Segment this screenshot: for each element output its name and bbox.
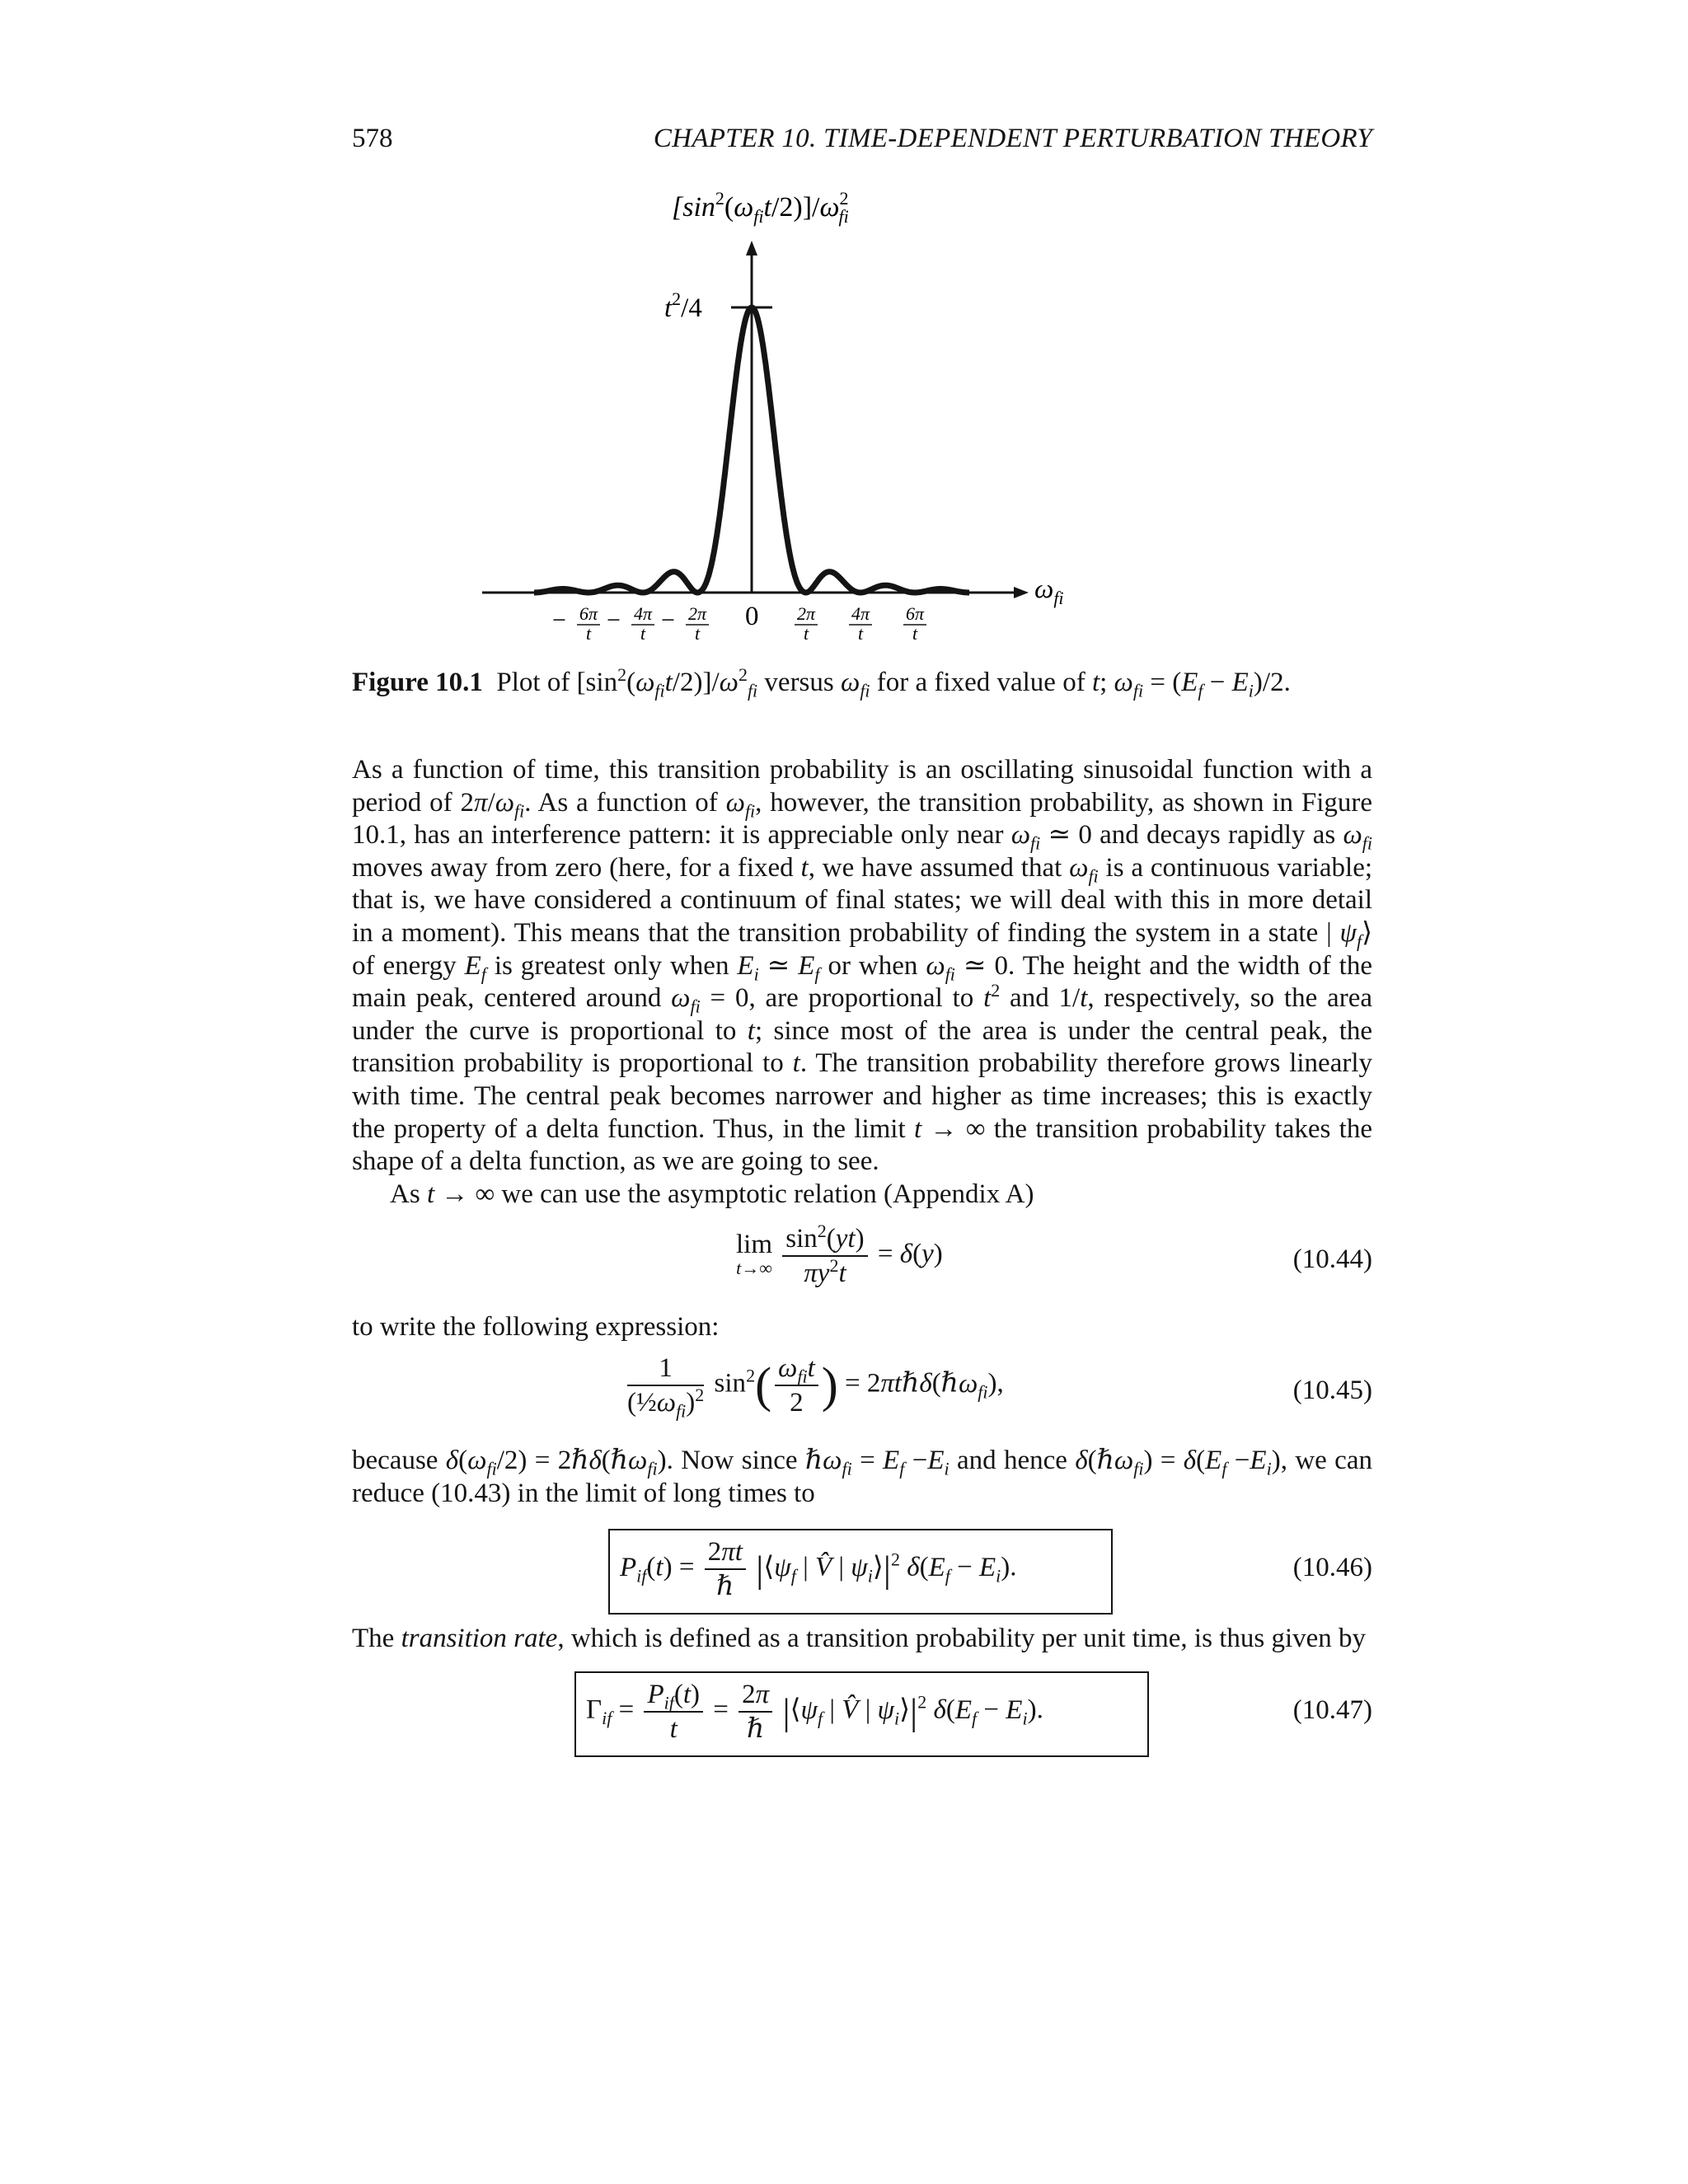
equation-number-10-44: (10.44) xyxy=(1292,1244,1372,1274)
equation-10-47-box xyxy=(574,1671,1149,1757)
figure-label: Figure 10.1 xyxy=(352,668,483,697)
origin-label: 0 xyxy=(745,602,759,631)
body-paragraph xyxy=(352,754,1372,1211)
paragraph-main: As a function of time, this transition probability is an oscillating sinusoidal function with a period of $2\pi/\omega_{fi}$. As a function of $\omega_{fi}$, however, the transition probability, as shown in Figure 10.1, has an interference pattern: it is appreciable only near $\omega_{fi}$ ≃ 0 and decays rapidly as $\omega_{fi}$ moves away from zero (here, for a fixed t, we have assumed that $\omega_{fi}$ is a continuous variable; that is, we have considered a continuum of final states; we will deal with this in more detail in a moment). This means that the transition probability of finding the system in a state | $\psi_f⟩$ of energy $E_f$ is greatest only when $E_i$ ≃ $E_f$ or when $\omega_{fi}$ ≃ 0. The height and the width of the main peak, centered around $\omega_{fi} = 0$, are proportional to $t^2$ and 1/t, respectively, so the area under the curve is proportional to t; since most of the area is under the central peak, the transition probability is proportional to t. The transition probability therefore grows linearly with time. The central peak becomes narrower and higher as time increases; this is exactly the property of a delta function. Thus, in the limit t → ∞ the transition probability takes the shape of a delta function, as we are going to see. xyxy=(352,755,1373,1177)
text-to-write: to write the following expression: xyxy=(352,1312,720,1342)
tick-denominator: t xyxy=(640,623,646,644)
x-tick-label xyxy=(903,603,926,644)
x-tick-label xyxy=(849,603,872,644)
x-axis-arrow xyxy=(1014,587,1029,598)
y-axis-arrow xyxy=(746,241,757,255)
equation-10-45: $\frac{1}{(\frac{1}{2}\omega_{fi})^2}$ $\sin^2$( $\frac{\omega_{fi}t}{2}$ ) = 2πtℏδ(ℏω$_{fi}$), xyxy=(627,1353,1004,1422)
equation-number-10-47: (10.47) xyxy=(1292,1695,1372,1725)
tick-sign: − xyxy=(552,607,566,634)
tick-numerator: 2π xyxy=(687,603,707,624)
peak-label: $t^2/4$ xyxy=(664,288,702,323)
equation-10-47: $\Gamma_{if}$ = $\frac{P_{if}(t)}{t}$ = $\frac{2\pi}{\text{ℏ}}$ $|⟨\psi_f$ | V̂ | $\psi_i⟩|^2$ $\delta(E_f - E_i)$. xyxy=(586,1680,1043,1744)
plot-axes xyxy=(482,241,1029,598)
x-tick-labels xyxy=(552,603,926,644)
tick-sign: − xyxy=(661,607,675,634)
tick-numerator: 4π xyxy=(851,603,870,624)
y-axis-label: $[\sin^2(\omega_{fi}t/2)]/\omega^2$ fi xyxy=(672,188,849,227)
tick-denominator: t xyxy=(803,623,809,644)
text-transition-rate: The transition rate, which is defined as a transition probability per unit time, is thus given by xyxy=(352,1624,1367,1653)
tick-denominator: t xyxy=(857,623,864,644)
x-tick-label xyxy=(661,603,709,644)
equation-number-10-45: (10.45) xyxy=(1292,1376,1372,1405)
running-head: CHAPTER 10. TIME-DEPENDENT PERTURBATION THEORY xyxy=(653,124,1372,153)
tick-denominator: t xyxy=(912,623,918,644)
x-tick-label xyxy=(795,603,818,644)
figure-10-1 xyxy=(0,0,1688,659)
tick-numerator: 2π xyxy=(796,603,816,624)
equation-10-44: lim t→∞ $\frac{\sin^2(yt)}{\pi y^2t}$ = δ(y) xyxy=(736,1221,943,1288)
paragraph-because: because $\delta(\omega_{fi}/2)$ = 2ℏδ(ℏω$_{fi}$). Now since ℏω$_{fi}$ = $E_f -E_i$ and hence δ(ℏω$_{fi}$) = $\delta(E_f -E_i)$, we can reduce (10.43) in the limit of long times to xyxy=(352,1446,1372,1508)
tick-numerator: 4π xyxy=(633,603,653,624)
tick-denominator: t xyxy=(585,623,592,644)
x-tick-label xyxy=(607,603,654,644)
tick-numerator: 6π xyxy=(579,603,598,624)
tick-numerator: 6π xyxy=(905,603,925,624)
figure-caption-text: Plot of $[\sin^2(\omega_{fi}t/2)]/\omega^2_{fi}$ versus $\omega_{fi}$ for a fixed value of t; $\omega_{fi} = (E_f - E_i)/2$. xyxy=(496,664,1291,701)
figure-caption xyxy=(352,664,1374,701)
equation-10-46: $P_{if}(t)$ = $\frac{2\pi t}{\text{ℏ}}$ $|⟨\psi_f$ | V̂ | $\psi_i⟩|^2$ $\delta(E_f - E_i)$. xyxy=(620,1537,1017,1601)
page-number: 578 xyxy=(352,124,393,153)
x-axis-label: $\omega_{fi}$ xyxy=(1034,574,1064,608)
paragraph-asymptotic: As t → ∞ we can use the asymptotic relation (Appendix A) xyxy=(390,1179,1034,1209)
x-tick-label xyxy=(552,603,600,644)
tick-denominator: t xyxy=(694,623,701,644)
tick-sign: − xyxy=(607,607,621,634)
equation-number-10-46: (10.46) xyxy=(1292,1553,1372,1582)
equation-10-46-box xyxy=(608,1529,1113,1615)
